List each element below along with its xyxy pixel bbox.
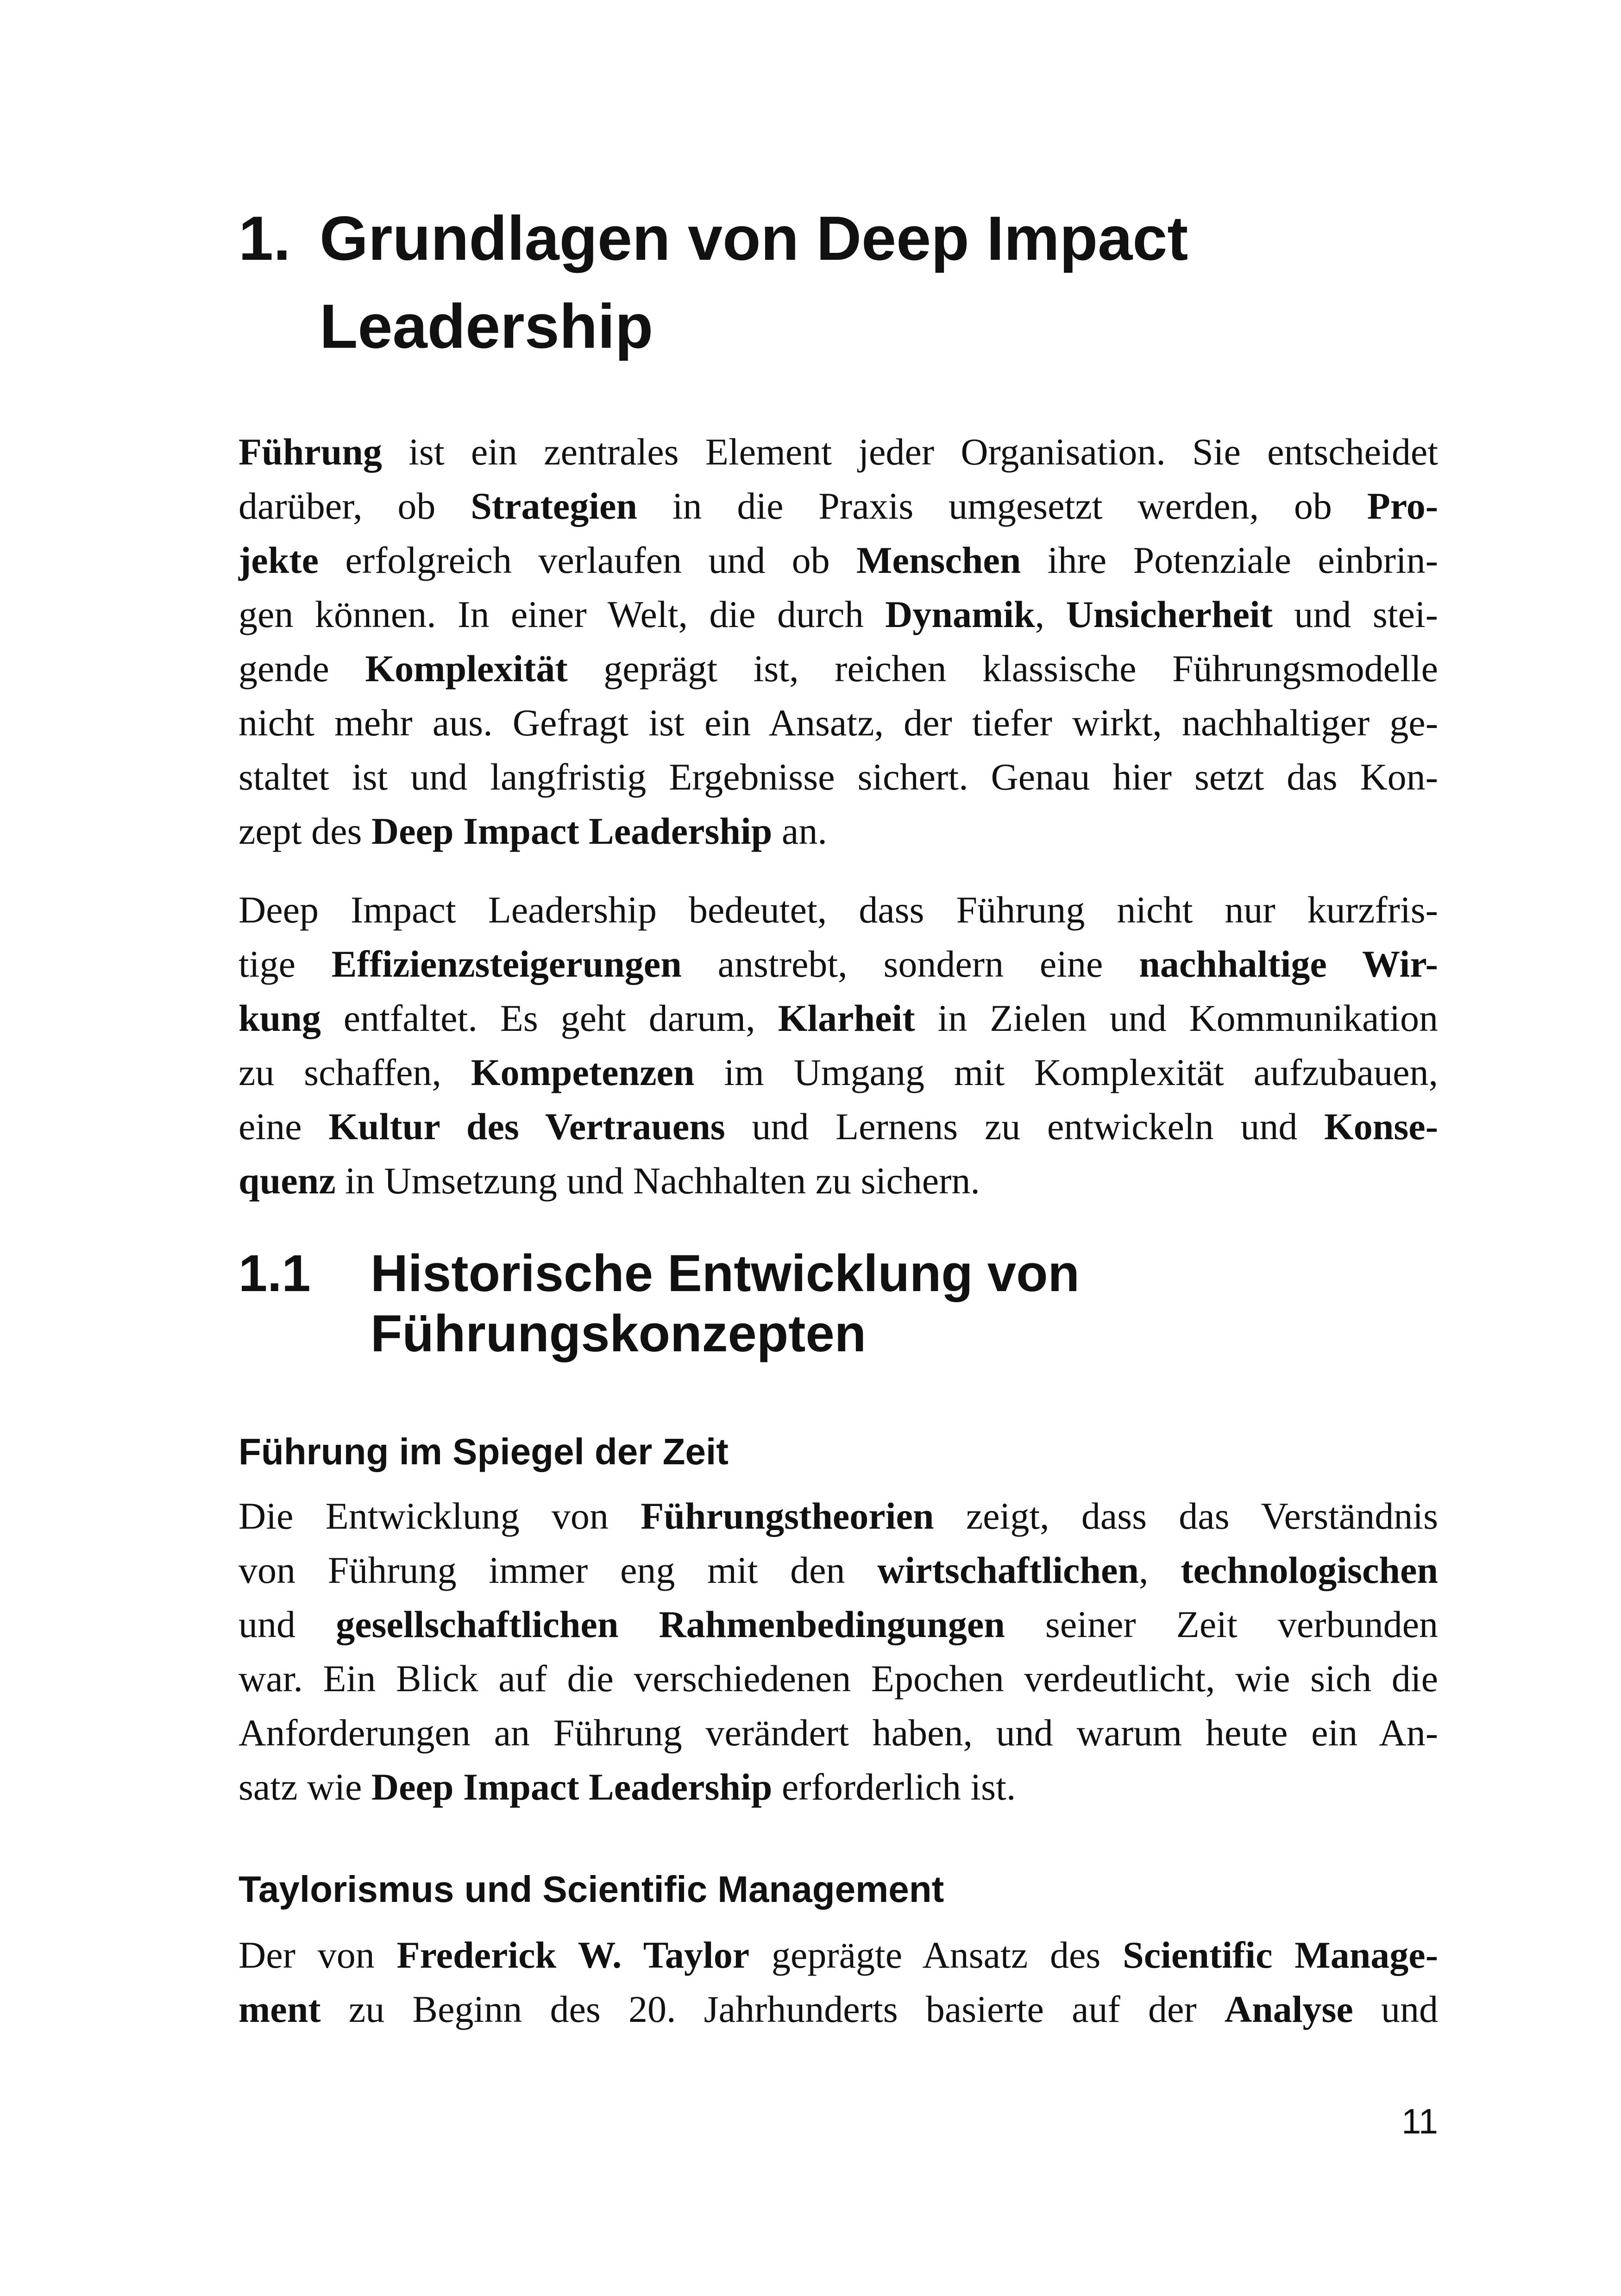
text-run: entfaltet. Es geht darum, xyxy=(320,997,778,1039)
text-run: und stei- xyxy=(1272,593,1438,635)
text-run: war. Ein Blick auf die verschiedenen Epochen verdeutlicht, wie sich die xyxy=(239,1657,1438,1700)
text-run: anstrebt, sondern eine xyxy=(681,943,1139,985)
text-run: geprägte Ansatz des xyxy=(749,1934,1123,1976)
text-run: ihre Potenziale einbrin- xyxy=(1021,539,1438,581)
text-line xyxy=(239,1982,1438,2036)
bold-term: quenz xyxy=(239,1160,336,1202)
text-run: und xyxy=(1353,1988,1438,2030)
text-run: zept des xyxy=(239,810,371,852)
section-title-line-2: Führungskonzepten xyxy=(371,1305,867,1362)
text-line xyxy=(239,587,1438,641)
bold-term: Effizienzsteigerungen xyxy=(331,943,682,985)
text-line xyxy=(239,479,1438,533)
text-line xyxy=(239,1099,1438,1154)
text-run: Anforderungen an Führung verändert haben, und warum heute ein An- xyxy=(239,1712,1438,1754)
subheading-fuehrung-im-spiegel: Führung im Spiegel der Zeit xyxy=(239,1431,729,1472)
chapter-title xyxy=(320,194,1477,370)
section-number: 1.1 xyxy=(239,1244,311,1302)
text-run: und xyxy=(239,1603,336,1645)
text-run: darüber, ob xyxy=(239,485,471,527)
bold-term: Komplexität xyxy=(365,647,568,690)
text-line xyxy=(239,750,1438,804)
text-line xyxy=(239,991,1438,1045)
bold-term: Deep Impact Leadership xyxy=(371,810,773,852)
text-run: seiner Zeit verbunden xyxy=(1005,1603,1439,1645)
text-run: an. xyxy=(772,810,827,852)
text-run: zeigt, dass das Verständnis xyxy=(934,1495,1438,1537)
text-run: Der von xyxy=(239,1934,397,1976)
text-line xyxy=(239,1045,1438,1099)
text-line xyxy=(239,883,1438,937)
text-run: Deep Impact Leadership bedeutet, dass Führung nicht nur kurzfris- xyxy=(239,889,1438,931)
text-line xyxy=(239,1928,1438,1982)
paragraph-taylorismus xyxy=(239,1928,1438,2036)
text-line xyxy=(239,641,1438,696)
text-run: und Lernens zu entwickeln und xyxy=(725,1105,1324,1148)
text-run: in Zielen und Kommunikation xyxy=(915,997,1438,1039)
bold-term: Analyse xyxy=(1224,1988,1353,2030)
text-run: in die Praxis umgesetzt werden, ob xyxy=(637,485,1367,527)
bold-term: gesellschaftlichen Rahmenbedingungen xyxy=(336,1603,1005,1645)
chapter-title-line-1: Grundlagen von Deep Impact xyxy=(320,203,1188,273)
bold-term: nachhaltige Wir- xyxy=(1139,943,1438,985)
bold-term: technologischen xyxy=(1181,1549,1438,1591)
section-title-line-1: Historische Entwicklung von xyxy=(371,1244,1080,1302)
bold-term: Strategien xyxy=(471,485,637,527)
text-run: erforderlich ist. xyxy=(772,1766,1016,1808)
text-line xyxy=(239,1597,1438,1651)
text-line xyxy=(239,533,1438,587)
bold-term: Deep Impact Leadership xyxy=(371,1766,773,1808)
bold-term: kung xyxy=(239,997,321,1039)
paragraph-fuehrung-im-spiegel xyxy=(239,1489,1438,1814)
intro-paragraph-1 xyxy=(239,425,1438,858)
text-line xyxy=(239,937,1438,991)
text-run: geprägt ist, reichen klassische Führungsmodelle xyxy=(567,647,1439,690)
text-run: erfolgreich verlaufen und ob xyxy=(319,539,857,581)
subheading-taylorismus: Taylorismus und Scientific Management xyxy=(239,1869,944,1910)
bold-term: Dynamik xyxy=(885,593,1035,635)
text-run: in Umsetzung und Nachhalten zu sichern. xyxy=(335,1160,980,1202)
text-run: von Führung immer eng mit den xyxy=(239,1549,878,1591)
text-run: eine xyxy=(239,1105,329,1148)
section-title xyxy=(371,1243,1482,1364)
text-run: nicht mehr aus. Gefragt ist ein Ansatz, der tiefer wirkt, nachhaltiger ge- xyxy=(239,702,1438,744)
text-run: zu Beginn des 20. Jahrhunderts basierte auf der xyxy=(320,1988,1225,2030)
bold-term: wirtschaftlichen xyxy=(877,1549,1139,1591)
text-run: , xyxy=(1035,593,1066,635)
bold-term: Frederick W. Taylor xyxy=(396,1934,750,1976)
bold-term: Klarheit xyxy=(778,997,915,1039)
chapter-title-line-2: Leadership xyxy=(320,291,653,361)
text-run: tige xyxy=(239,943,332,985)
text-line xyxy=(239,1489,1438,1543)
bold-term: Pro- xyxy=(1367,485,1438,527)
text-run: gen können. In einer Welt, die durch xyxy=(239,593,886,635)
text-line xyxy=(239,1760,1438,1814)
text-run: , xyxy=(1139,1549,1181,1591)
bold-term: Unsicherheit xyxy=(1066,593,1273,635)
text-line xyxy=(239,425,1438,479)
text-line xyxy=(239,1706,1438,1760)
text-line xyxy=(239,696,1438,750)
text-run: staltet ist und langfristig Ergebnisse sichert. Genau hier setzt das Kon- xyxy=(239,756,1438,798)
text-run: ist ein zentrales Element jeder Organisation. Sie entscheidet xyxy=(382,431,1438,473)
text-run: Die Entwicklung von xyxy=(239,1495,641,1537)
text-run: im Umgang mit Komplexität aufzubauen, xyxy=(694,1051,1438,1093)
intro-paragraph-2 xyxy=(239,883,1438,1208)
text-run: gende xyxy=(239,647,365,690)
text-line xyxy=(239,1651,1438,1706)
text-line xyxy=(239,1543,1438,1597)
text-run: zu schaffen, xyxy=(239,1051,471,1093)
page-number: 11 xyxy=(1401,2102,1438,2141)
bold-term: jekte xyxy=(239,539,319,581)
bold-term: Menschen xyxy=(856,539,1021,581)
text-line xyxy=(239,1154,1438,1208)
bold-term: Führungstheorien xyxy=(641,1495,934,1537)
bold-term: Scientific Manage- xyxy=(1123,1934,1438,1976)
bold-term: Kompetenzen xyxy=(471,1051,695,1093)
text-run: satz wie xyxy=(239,1766,371,1808)
chapter-number: 1. xyxy=(239,203,291,273)
bold-term: ment xyxy=(239,1988,321,2030)
bold-term: Kultur des Vertrauens xyxy=(328,1105,725,1148)
bold-term: Konse- xyxy=(1324,1105,1438,1148)
text-line xyxy=(239,804,1438,858)
bold-term: Führung xyxy=(239,431,382,473)
